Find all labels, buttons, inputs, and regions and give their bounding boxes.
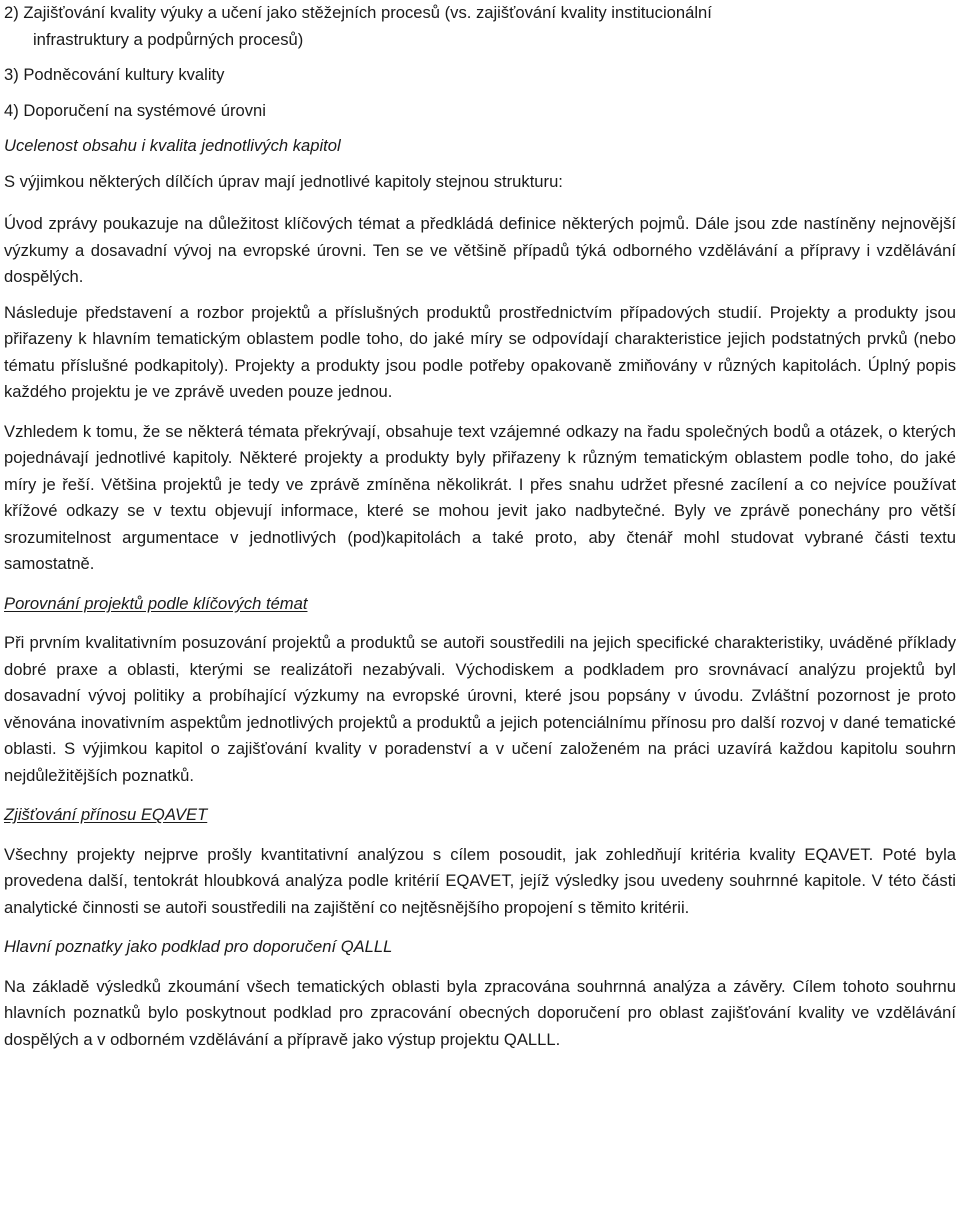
section-heading-eqavet: Zjišťování přínosu EQAVET — [4, 805, 208, 824]
paragraph-case-studies: Následuje představení a rozbor projektů a příslušných produktů prostřednictvím případových studií. Projekty a produkty jsou přiřazeny k hlavním tematickým oblastem podle toho, do jaké míry se odpovídají charakteristice jejich podstatných prvků (nebo tématu příslušné podkapitoly). Projekty a produkty jsou podle potřeby opakovaně zmiňovány v různých kapitolách. Úplný popis každého projektu je ve zprávě uveden pouze jednou. — [4, 302, 956, 401]
paragraph-cross-references: Vzhledem k tomu, že se některá témata překrývají, obsahuje text vzájemné odkazy na řadu společných bodů a otázek, o kterých pojednávají jednotlivé kapitoly. Některé projekty a produkty byly přiřazeny k různým tematickým oblastem podle toho, do jaké míry je řeší. Většina projektů je tedy ve zprávě zmíněna několikrát. I přes snahu udržet přesné zacílení a co nejvíce používat křížové odkazy se v textu objevují informace, které se mohou jevit jako nadbytečné. Byly ve zprávě ponechány pro větší srozumitelnost argumentace v jednotlivých (pod)kapitolách a také proto, aby čtenář mohl studovat vybrané části textu samostatně. — [4, 421, 956, 573]
paragraph-introduction: Úvod zprávy poukazuje na důležitost klíčových témat a předkládá definice některých pojmů. Dále jsou zde nastíněny nejnovější výzkumy a dosavadní vývoj na evropské úrovni. Ten se ve většině případů týká odborného vzdělávání a přípravy i vzdělávání dospělých. — [4, 214, 956, 286]
list-item-2 — [4, 0, 956, 53]
list-item-2-line1: 2) Zajišťování kvality výuky a učení jako stěžejních procesů (vs. zajišťování kvality institucionální — [4, 3, 712, 22]
document-page — [4, 0, 956, 1053]
paragraph-comparison: Při prvním kvalitativním posuzování projektů a produktů se autoři soustředili na jejich specifické charakteristiky, uváděné příklady dobré praxe a oblasti, kterými se realizátoři nezabývali. Východiskem a podkladem pro srovnávací analýzu projektů byl dosavadní vývoj politiky a probíhající výzkumy na evropské úrovni, které jsou popsány v úvodu. Zvláštní pozornost je proto věnována inovativním aspektům jednotlivých projektů a produktů a jejich potenciálnímu přínosu pro další rozvoj v dané tematické oblasti. S výjimkou kapitol o zajišťování kvality v poradenství a v učení založeném na práci uzavírá každou kapitolu souhrn nejdůležitějších poznatků. — [4, 633, 956, 785]
section-heading-completeness: Ucelenost obsahu i kvalita jednotlivých kapitol — [4, 136, 341, 155]
paragraph-findings: Na základě výsledků zkoumání všech tematických oblasti byla zpracována souhrnná analýza a závěry. Cílem tohoto souhrnu hlavních poznatků bylo poskytnout podklad pro zpracování obecných doporučení pro oblast zajišťování kvality ve vzdělávání dospělých a v odborném vzdělávání a přípravě jako výstup projektu QALLL. — [4, 976, 956, 1049]
paragraph-eqavet: Všechny projekty nejprve prošly kvantitativní analýzou s cílem posoudit, jak zohledňují kritéria kvality EQAVET. Poté byla provedena další, tentokrát hloubková analýza podle kritérií EQAVET, jejíž výsledky jsou uvedeny souhrnné kapitole. V této části analytické činnosti se autoři soustředili na zajištění co nejtěsnějšího propojení s těmito kritérii. — [4, 844, 956, 917]
list-item-2-line2: infrastruktury a podpůrných procesů) — [33, 29, 304, 49]
section-heading-comparison: Porovnání projektů podle klíčových témat — [4, 593, 308, 613]
paragraph-structure-intro: S výjimkou některých dílčích úprav mají jednotlivé kapitoly stejnou strukturu: — [4, 171, 563, 191]
section-heading-findings: Hlavní poznatky jako podklad pro doporučení QALLL — [4, 937, 393, 956]
list-item-3: 3) Podněcování kultury kvality — [4, 65, 225, 84]
list-item-4: 4) Doporučení na systémové úrovni — [4, 100, 266, 120]
